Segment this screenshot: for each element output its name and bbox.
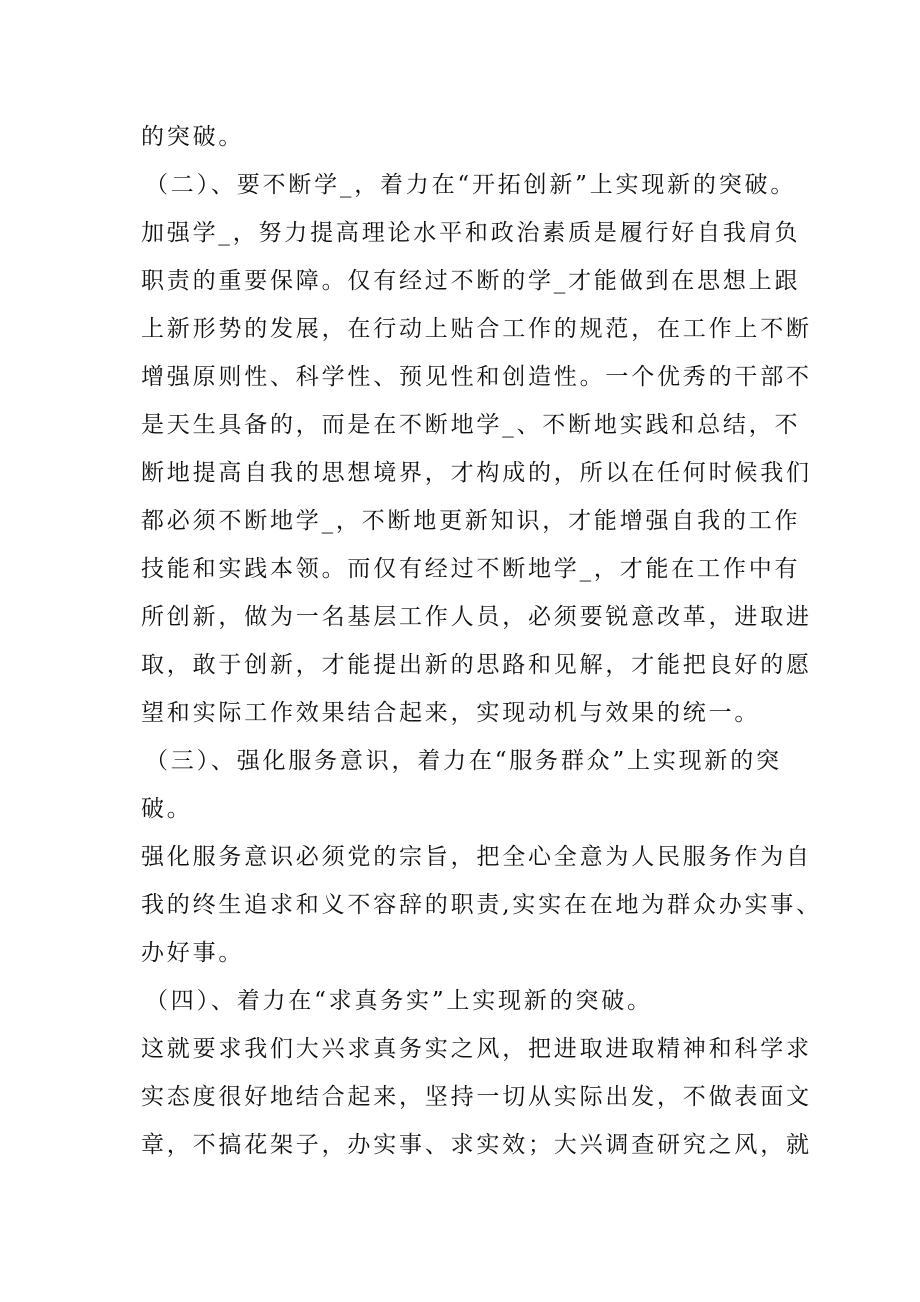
text-line: 上新形势的发展，在行动上贴合工作的规范，在工作上不断 xyxy=(141,316,812,342)
text-line: 这就要求我们大兴求真务实之风，把进取进取精神和科学求 xyxy=(141,1036,812,1062)
text-line: 的突破。 xyxy=(141,124,245,150)
text-line: 取，敢于创新，才能提出新的思路和见解，才能把良好的愿 xyxy=(141,652,812,678)
text-line: 职责的重要保障。仅有经过不断的学_才能做到在思想上跟 xyxy=(141,268,801,294)
text-line: 技能和实践本领。而仅有经过不断地学_，才能在工作中有 xyxy=(141,556,801,582)
text-line: 办好事。 xyxy=(141,940,245,966)
section-heading: （二）、要不断学_，着力在“开拓创新”上实现新的突破。 xyxy=(145,172,797,198)
text-line: 加强学_，努力提高理论水平和政治素质是履行好自我肩负 xyxy=(141,220,801,246)
text-line: 都必须不断地学_，不断地更新知识，才能增强自我的工作 xyxy=(141,508,801,534)
text-line: 所创新，做为一名基层工作人员，必须要锐意改革，进取进 xyxy=(141,604,812,630)
section-heading: （四）、着力在“求真务实”上实现新的突破。 xyxy=(145,988,653,1014)
section-heading: （三）、强化服务意识，着力在“服务群众”上实现新的突 xyxy=(145,748,782,774)
text-line: 实态度很好地结合起来，坚持一切从实际出发，不做表面文 xyxy=(141,1084,812,1110)
text-line: 破。 xyxy=(141,796,193,822)
text-line: 断地提高自我的思想境界，才构成的，所以在任何时候我们 xyxy=(141,460,812,486)
text-line: 强化服务意识必须党的宗旨，把全心全意为人民服务作为自 xyxy=(141,844,812,870)
text-line: 望和实际工作效果结合起来，实现动机与效果的统一。 xyxy=(141,700,761,726)
text-line: 我的终生追求和义不容辞的职责,实实在在地为群众办实事、 xyxy=(141,892,822,918)
text-line: 增强原则性、科学性、预见性和创造性。一个优秀的干部不 xyxy=(141,364,812,390)
text-line: 是天生具备的，而是在不断地学_、不断地实践和总结，不 xyxy=(141,412,801,438)
text-line: 章，不搞花架子，办实事、求实效；大兴调查研究之风，就 xyxy=(141,1132,812,1158)
